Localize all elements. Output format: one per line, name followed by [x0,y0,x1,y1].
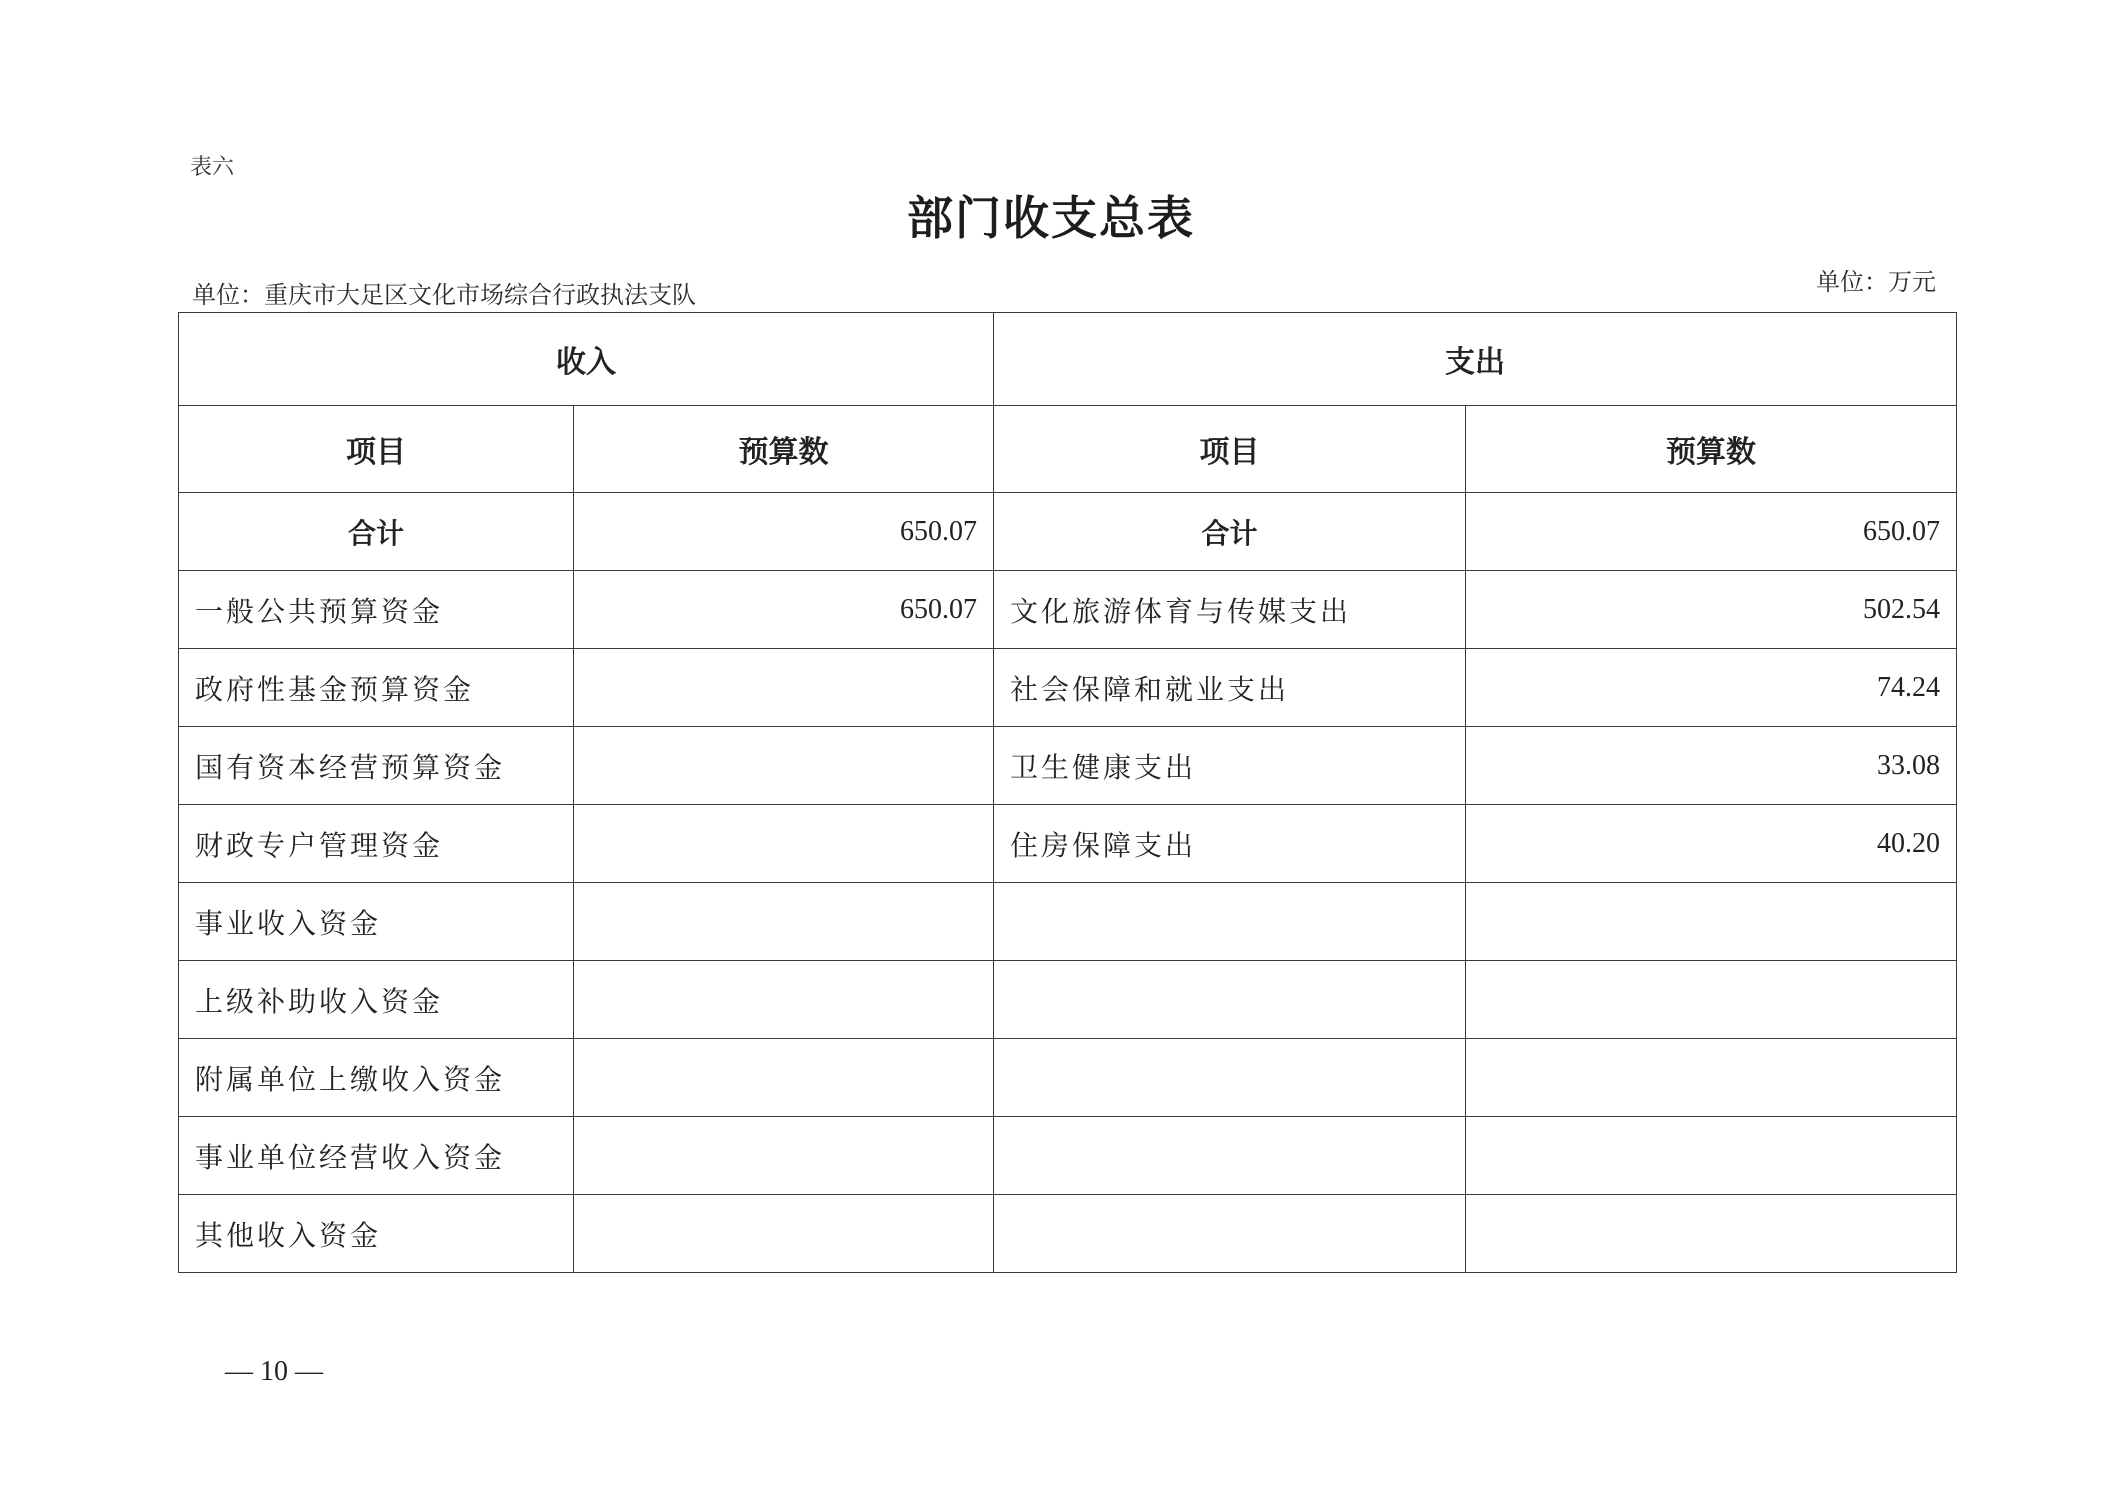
income-value-cell [574,1195,994,1273]
income-value-cell [574,961,994,1039]
table-row [179,1039,1957,1117]
income-item-cell: 财政专户管理资金 [179,805,574,883]
page-title: 部门收支总表 [907,191,1195,245]
income-value-cell [574,805,994,883]
expense-item-cell [994,961,1466,1039]
income-value-cell [574,1117,994,1195]
expense-value-cell: 74.24 [1466,649,1957,727]
income-value-cell [574,883,994,961]
expense-section-header: 支出 [994,313,1957,406]
table-row [179,649,1957,727]
income-item-cell: 一般公共预算资金 [179,571,574,649]
table-row [179,961,1957,1039]
income-item-cell: 事业单位经营收入资金 [179,1117,574,1195]
table-row [179,1195,1957,1273]
expense-item-cell: 文化旅游体育与传媒支出 [994,571,1466,649]
expense-item-cell [994,1195,1466,1273]
currency-unit: 单位：万元 [1816,268,1936,296]
expense-item-header: 项目 [994,406,1466,493]
table-row [179,727,1957,805]
expense-item-cell: 住房保障支出 [994,805,1466,883]
income-value-cell: 650.07 [574,493,994,571]
table-row [179,571,1957,649]
expense-value-cell: 33.08 [1466,727,1957,805]
table-row [179,883,1957,961]
income-value-cell [574,727,994,805]
income-item-cell: 国有资本经营预算资金 [179,727,574,805]
table-row [179,1117,1957,1195]
expense-value-cell [1466,1039,1957,1117]
expense-value-cell: 502.54 [1466,571,1957,649]
department-unit: 单位：重庆市大足区文化市场综合行政执法支队 [192,281,696,309]
expense-budget-header: 预算数 [1466,406,1957,493]
expense-item-cell [994,883,1466,961]
income-value-cell [574,1039,994,1117]
income-item-cell: 上级补助收入资金 [179,961,574,1039]
income-value-cell [574,649,994,727]
page-number: — 10 — [225,1356,323,1387]
expense-value-cell: 650.07 [1466,493,1957,571]
income-item-cell: 合计 [179,493,574,571]
income-budget-header: 预算数 [574,406,994,493]
income-section-header: 收入 [179,313,994,406]
income-item-cell: 政府性基金预算资金 [179,649,574,727]
expense-value-cell [1466,1195,1957,1273]
expense-value-cell [1466,961,1957,1039]
expense-value-cell: 40.20 [1466,805,1957,883]
table-label: 表六 [190,155,235,180]
expense-item-cell: 合计 [994,493,1466,571]
expense-value-cell [1466,1117,1957,1195]
income-item-cell: 事业收入资金 [179,883,574,961]
expense-item-cell: 社会保障和就业支出 [994,649,1466,727]
budget-table [178,312,1957,1273]
expense-item-cell [994,1117,1466,1195]
expense-value-cell [1466,883,1957,961]
table-row [179,805,1957,883]
expense-item-cell: 卫生健康支出 [994,727,1466,805]
income-item-cell: 附属单位上缴收入资金 [179,1039,574,1117]
income-value-cell: 650.07 [574,571,994,649]
table-row-total [179,493,1957,571]
income-item-cell: 其他收入资金 [179,1195,574,1273]
income-item-header: 项目 [179,406,574,493]
expense-item-cell [994,1039,1466,1117]
